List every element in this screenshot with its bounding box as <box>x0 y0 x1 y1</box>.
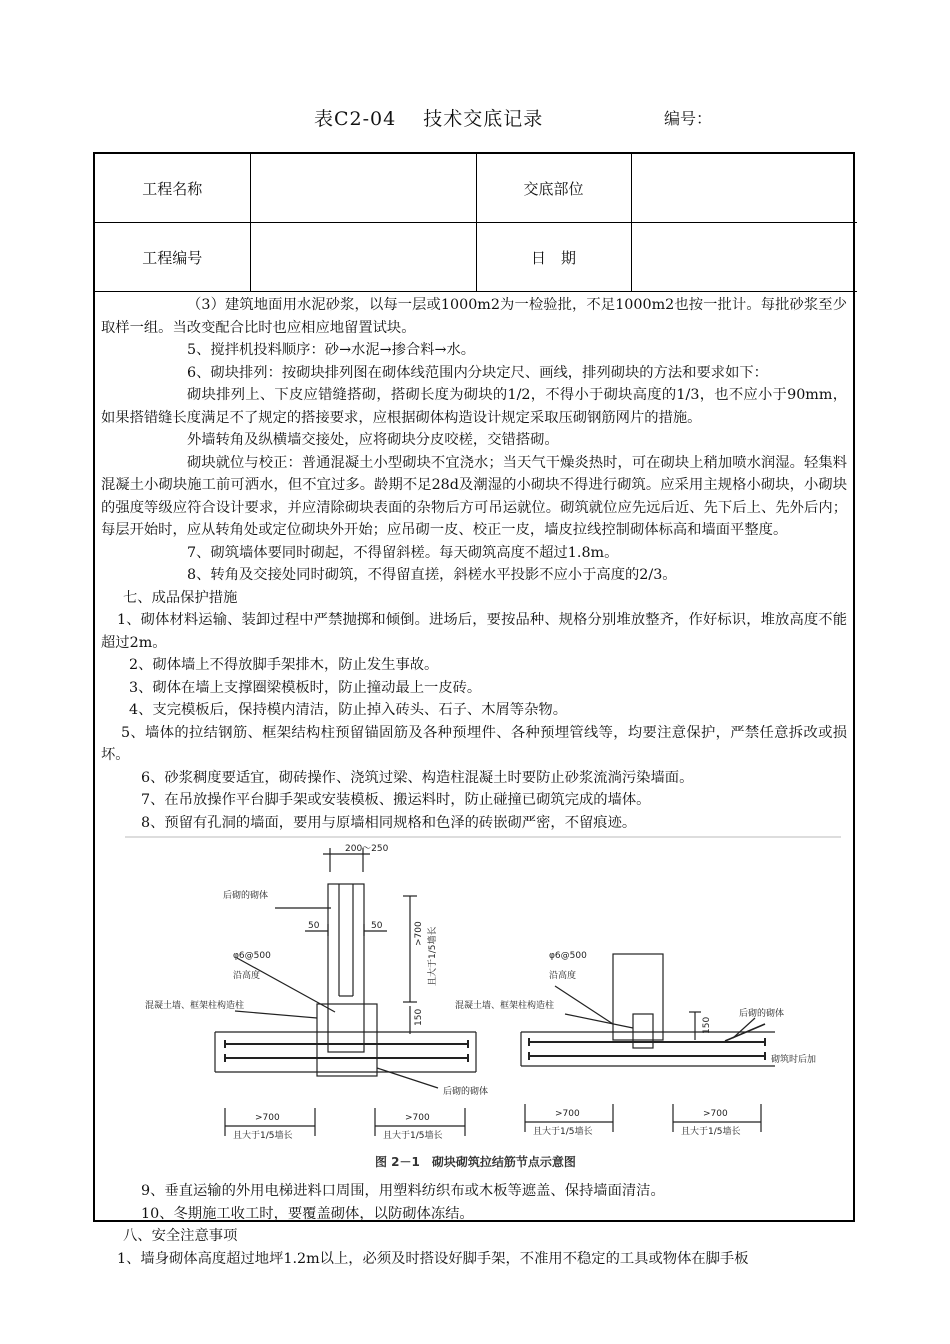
date-label: 日 期 <box>476 223 631 292</box>
paragraph: 2、砌体墙上不得放脚手架排木，防止发生事故。 <box>129 657 439 673</box>
paragraph: 8、转角及交接处同时砌筑，不得留直搓，斜槎水平投影不应小于高度的2/3。 <box>187 567 677 583</box>
dim-b1b: 且大于1/5墙长 <box>233 1131 293 1141</box>
paragraph: 5、搅拌机投料顺序：砂→水泥→掺合料→水。 <box>187 342 476 358</box>
dim-150-left: 150 <box>414 1008 424 1026</box>
paragraph: 7、在吊放操作平台脚手架或安装模板、搬运料时，防止碰撞已砌筑完成的墙体。 <box>141 792 651 808</box>
column-label-left: 混凝土墙、框架柱构造柱 <box>145 1001 245 1011</box>
dim-top-label: 200～250 <box>345 844 389 854</box>
document-header <box>0 104 950 134</box>
dim-700-vertical: >700 <box>414 921 424 946</box>
record-form <box>93 152 855 1267</box>
column-label-right: 混凝土墙、框架柱构造柱 <box>455 1001 555 1011</box>
dim-b2: >700 <box>405 1113 430 1123</box>
paragraph: 7、砌筑墙体要同时砌起，不得留斜槎。每天砌筑高度不超过1.8m。 <box>187 544 619 561</box>
later-wall-right-label-2: 砌筑时后加 <box>771 1055 817 1065</box>
tie-bar-detail-figure <box>125 836 841 1180</box>
paragraph: 9、垂直运输的外用电梯进料口周围，用塑料纺织布或木板等遮盖、保持墙面清洁。 <box>141 1183 665 1199</box>
paragraph: 10、冬期施工收工时，要覆盖砌体，以防砌体冻结。 <box>141 1205 474 1222</box>
paragraph: 5、墙体的拉结钢筋、框架结构柱预留锚固筋及各种预埋件、各种预埋管线等，均要注意保护，严禁任意拆改或损坏。 <box>101 724 847 763</box>
dim-b3: >700 <box>555 1109 580 1119</box>
paragraph: 砌块就位与校正：普通混凝土小型砌块不宜浇水；当天气干燥炎热时，可在砌块上稍加喷水润湿。轻集料混凝土小砌块施工前可洒水，但不宜过多。龄期不足28d及潮湿的小砌块不得进行砌筑。应采用主规格小砌块，小砌块的强度等级应符合设计要求，并应清除砌块表面的杂物后方可吊运就位。砌筑就位应先远后近、先下后上、先外后内；每层开始时，应从转角处或定位砌块外开始；应吊砌一皮、校正一皮，墙皮拉线控制砌体标高和墙面平整度。 <box>101 454 847 538</box>
paragraph: 6、砂浆稠度要适宜，砌砖操作、浇筑过梁、构造柱混凝土时要防止砂浆流淌污染墙面。 <box>141 769 694 786</box>
figure-drawing <box>125 836 841 1180</box>
figure-caption: 图 2－1 砌块砌筑拉结筋节点示意图 <box>375 1155 576 1169</box>
paragraph: 砌块排列上、下皮应错缝搭砌，搭砌长度为砌块的1/2，不得小于砌块高度的1/3，也不应小于90mm，如果搭错缝长度满足不了规定的搭接要求，应根据砌体构造设计规定采取压砌钢筋网片的措施。 <box>101 387 847 426</box>
location-label: 交底部位 <box>476 154 631 223</box>
rebar-label-right-2: 沿高度 <box>549 971 577 981</box>
date-field[interactable] <box>631 223 857 292</box>
dim-50-left: 50 <box>308 921 320 931</box>
project-name-field[interactable] <box>250 154 476 223</box>
info-table <box>95 154 857 292</box>
rebar-label-right: φ6@500 <box>549 951 587 961</box>
rebar-label-left-2: 沿高度 <box>233 971 261 981</box>
section-heading: 七、成品保护措施 <box>123 589 238 606</box>
later-wall-bottom-label: 后砌的砌体 <box>443 1087 489 1097</box>
later-wall-right-label: 后砌的砌体 <box>739 1009 785 1019</box>
dim-150-right: 150 <box>702 1016 712 1034</box>
paragraph: 外墙转角及纵横墙交接处，应将砌块分皮咬槎，交错搭砌。 <box>187 432 559 448</box>
project-no-field[interactable] <box>250 223 476 292</box>
content-body <box>95 292 853 1270</box>
location-field[interactable] <box>631 154 857 223</box>
document-title: 表C2-04 技术交底记录 <box>314 108 544 130</box>
dim-700-vertical-2: 且大于1/5墙长 <box>428 926 438 986</box>
dim-b2b: 且大于1/5墙长 <box>383 1131 443 1141</box>
project-no-label: 工程编号 <box>95 223 250 292</box>
rebar-label-left: φ6@500 <box>233 951 271 961</box>
paragraph: 6、砌块排列：按砌块排列图在砌体线范围内分块定尺、画线，排列砌块的方法和要求如下： <box>187 364 768 381</box>
dim-b1: >700 <box>255 1113 280 1123</box>
dim-b4b: 且大于1/5墙长 <box>681 1127 741 1137</box>
paragraph: 3、砌体在墙上支撑圈梁模板时，防止撞动最上一皮砖。 <box>129 679 482 696</box>
paragraph: 8、预留有孔洞的墙面，要用与原墙相同规格和色泽的砖嵌砌严密，不留痕迹。 <box>141 814 637 831</box>
dim-b4: >700 <box>703 1109 728 1119</box>
section-heading: 八、安全注意事项 <box>123 1228 238 1244</box>
later-wall-label: 后砌的砌体 <box>223 891 269 901</box>
dim-50-right: 50 <box>371 921 383 931</box>
paragraph: 1、墙身砌体高度超过地坪1.2m以上，必须及时搭设好脚手架，不准用不稳定的工具或物体在脚手板 <box>117 1250 749 1267</box>
paragraph: 1、砌体材料运输、装卸过程中严禁抛掷和倾倒。进场后，要按品种、规格分别堆放整齐，作好标识，堆放高度不能超过2m。 <box>101 612 847 651</box>
document-number-label: 编号： <box>664 109 713 128</box>
dim-b3b: 且大于1/5墙长 <box>533 1127 593 1137</box>
project-name-label: 工程名称 <box>95 154 250 223</box>
paragraph: 4、支完模板后，保持模内清洁，防止掉入砖头、石子、木屑等杂物。 <box>129 702 567 718</box>
paragraph: （3）建筑地面用水泥砂浆，以每一层或1000m2为一检验批，不足1000m2也按一批计。每批砂浆至少取样一组。当改变配合比时也应相应地留置试块。 <box>101 297 847 336</box>
